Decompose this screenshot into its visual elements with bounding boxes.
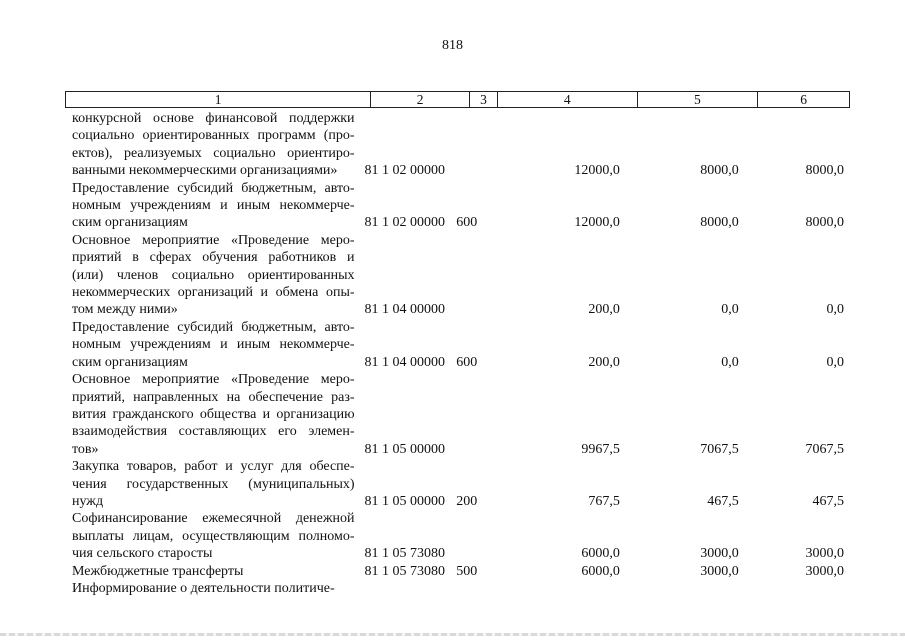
description-line: номным учреждениям и иным некоммерче- xyxy=(72,198,355,214)
amount-col4: 12000,0 xyxy=(574,215,620,231)
description-line: Предоставление субсидий бюджетным, авто- xyxy=(72,319,355,335)
column-header-1: 1 xyxy=(66,92,371,107)
table-row xyxy=(72,510,850,562)
row-description xyxy=(72,563,355,580)
description-line: конкурсной основе финансовой поддержки xyxy=(72,111,355,126)
row-description xyxy=(72,232,355,319)
amount-col5: 0,0 xyxy=(721,302,739,318)
scan-edge-artifact xyxy=(0,633,905,636)
amount-col5: 467,5 xyxy=(707,493,739,509)
amount-col6: 0,0 xyxy=(826,354,844,370)
amount-col6: 0,0 xyxy=(826,302,844,318)
description-line: чия сельского старосты xyxy=(72,546,213,562)
table-header-row xyxy=(65,91,850,108)
description-line: ванными некоммерческими организациями» xyxy=(72,163,338,179)
row-description xyxy=(72,319,355,371)
column-header-3: 3 xyxy=(470,92,498,107)
column-header-2: 2 xyxy=(371,92,470,107)
amount-col5: 3000,0 xyxy=(700,563,739,579)
budget-code: 81 1 05 73080 xyxy=(364,563,446,579)
column-header-5: 5 xyxy=(638,92,759,107)
budget-code: 81 1 05 00000 xyxy=(364,441,446,457)
row-description xyxy=(72,458,355,510)
description-line: номным учреждениям и иным некоммерче- xyxy=(72,337,355,353)
description-line: ектов), реализуемых социально ориентиро- xyxy=(72,145,355,161)
amount-col5: 7067,5 xyxy=(700,441,739,457)
description-line: приятий, направленных на обеспечение раз- xyxy=(72,389,355,405)
amount-col6: 3000,0 xyxy=(805,546,844,562)
amount-col6: 8000,0 xyxy=(805,215,844,231)
amount-col6: 7067,5 xyxy=(805,441,844,457)
description-line: Предоставление субсидий бюджетным, авто- xyxy=(72,180,355,196)
description-line: чения государственных (муниципальных) xyxy=(72,476,355,492)
description-line: (или) членов социально ориентированных xyxy=(72,267,355,283)
table-row xyxy=(72,371,850,458)
description-line: Софинансирование ежемесячной денежной xyxy=(72,511,355,527)
amount-col5: 0,0 xyxy=(721,354,739,370)
description-line: ским организациям xyxy=(72,354,188,370)
amount-col4: 12000,0 xyxy=(574,163,620,179)
table-row xyxy=(72,458,850,510)
expense-type: 500 xyxy=(456,563,478,579)
amount-col4: 767,5 xyxy=(588,493,620,509)
table-row xyxy=(72,180,850,232)
amount-col5: 8000,0 xyxy=(700,215,739,231)
description-line: приятий в сферах обучения работников и xyxy=(72,250,355,266)
budget-code: 81 1 04 00000 xyxy=(364,354,446,370)
row-description xyxy=(72,580,355,597)
amount-col6: 467,5 xyxy=(812,493,844,509)
table-row xyxy=(72,232,850,319)
description-line: тов» xyxy=(72,441,99,457)
page-number: 818 xyxy=(442,38,463,53)
expense-type: 600 xyxy=(456,354,478,370)
expense-type: 200 xyxy=(456,493,478,509)
description-line: вития гражданского общества и организацию xyxy=(72,406,355,422)
amount-col6: 8000,0 xyxy=(805,163,844,179)
amount-col5: 3000,0 xyxy=(700,546,739,562)
budget-code: 81 1 05 00000 xyxy=(364,493,446,509)
row-description xyxy=(72,180,355,232)
description-line: Закупка товаров, работ и услуг для обеспе- xyxy=(72,459,355,475)
table-row xyxy=(72,580,850,597)
description-line: том между ними» xyxy=(72,302,178,318)
budget-code: 81 1 02 00000 xyxy=(364,215,446,231)
description-line: Межбюджетные трансферты xyxy=(72,563,244,579)
budget-code: 81 1 05 73080 xyxy=(364,546,446,562)
description-line: взаимодействия составляющих его элемен- xyxy=(72,424,355,440)
amount-col4: 200,0 xyxy=(588,302,620,318)
description-line: Информирование о деятельности политиче- xyxy=(72,580,335,596)
row-description xyxy=(72,510,355,562)
row-description xyxy=(72,371,355,458)
description-line: Основное мероприятие «Проведение меро- xyxy=(72,372,355,388)
description-line: Основное мероприятие «Проведение меро- xyxy=(72,232,355,248)
amount-col4: 6000,0 xyxy=(581,546,620,562)
column-header-4: 4 xyxy=(498,92,638,107)
budget-code: 81 1 02 00000 xyxy=(364,163,446,179)
table-body xyxy=(72,110,850,597)
description-line: некоммерческих организаций и обмена опы- xyxy=(72,285,355,301)
description-line: выплаты лицам, осуществляющим полномо- xyxy=(72,528,355,544)
amount-col4: 9967,5 xyxy=(581,441,620,457)
amount-col4: 200,0 xyxy=(588,354,620,370)
description-line: ским организациям xyxy=(72,215,188,231)
amount-col6: 3000,0 xyxy=(805,563,844,579)
table-row xyxy=(72,319,850,371)
budget-code: 81 1 04 00000 xyxy=(364,302,446,318)
row-description xyxy=(72,110,355,180)
amount-col4: 6000,0 xyxy=(581,563,620,579)
description-line: нужд xyxy=(72,493,104,509)
table-row xyxy=(72,563,850,580)
expense-type: 600 xyxy=(456,215,478,231)
amount-col5: 8000,0 xyxy=(700,163,739,179)
description-line: социально ориентированных программ (про- xyxy=(72,128,355,144)
table-row xyxy=(72,110,850,180)
column-header-6: 6 xyxy=(800,92,807,107)
